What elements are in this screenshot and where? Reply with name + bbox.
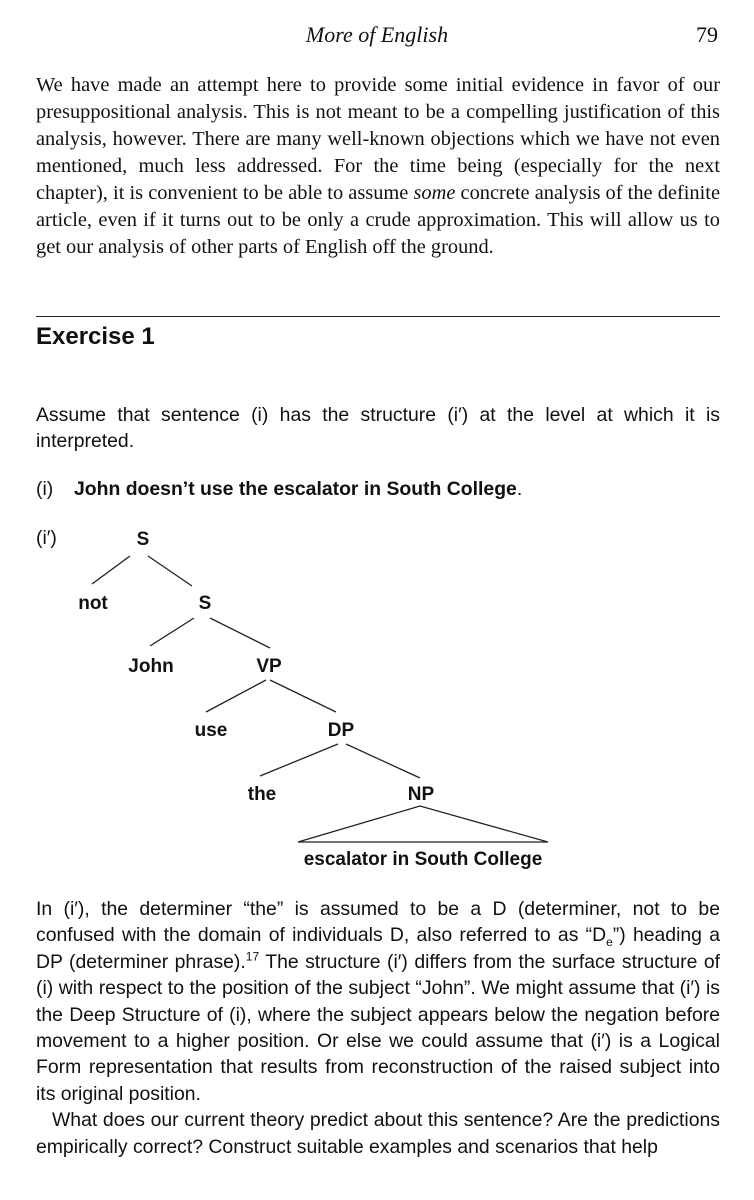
- footnote-ref: 17: [245, 949, 260, 964]
- edge-dp-np: [346, 744, 420, 778]
- node-use: use: [194, 720, 228, 741]
- edge-vp-dp: [270, 680, 336, 712]
- node-np-yield: escalator in South College: [303, 849, 543, 870]
- body-p1-text-b: ”) heading a DP (determiner phrase).: [36, 924, 720, 973]
- example-number: (i): [36, 478, 54, 500]
- edge-s-vp: [210, 618, 270, 648]
- np-triangle: [298, 806, 548, 842]
- edge-dp-the: [260, 744, 338, 776]
- exercise-title: Exercise 1: [36, 323, 155, 350]
- example-period: .: [516, 478, 523, 500]
- body-p1-text-a: In (i′), the determiner “the” is assumed to be a D (determiner, not to be confused with the domain of individuals D, also referred to as “D: [36, 898, 720, 947]
- tree-label: (i′): [36, 527, 57, 549]
- node-john: John: [128, 656, 174, 677]
- body-p1-text-c: The structure (i′) differs from the surface structure of (i) with respect to the position of the subject “John”. We might assume that (i′) is the Deep Structure of (i), where the subject appears below the negation before movement to a higher position. Or else we could assume that (i′) is a Logical Form representation that results from reconstruction of the raised subject into its original position.: [36, 950, 720, 1105]
- example-sentence: John doesn’t use the escalator in South College: [74, 478, 517, 500]
- body-text: [36, 896, 720, 1160]
- intro-text-1: We have made an attempt here to provide some initial evidence in favor of our presuppositional analysis. This is not meant to be a compelling justification of this analysis, however. There are many well-known objections which we have not even mentioned, much less addressed. For the time being (especially for the next chapter), it is convenient to be able to assume: [36, 74, 720, 204]
- node-the: the: [247, 784, 277, 805]
- node-dp: DP: [327, 720, 355, 741]
- edge-s-not: [92, 556, 130, 584]
- exercise-intro: Assume that sentence (i) has the structure (i′) at the level at which it is interpreted.: [36, 404, 720, 452]
- intro-emphasis: some: [413, 182, 456, 204]
- node-np: NP: [407, 784, 435, 805]
- d-subscript: e: [606, 935, 613, 950]
- node-s-top: S: [136, 529, 150, 550]
- node-vp: VP: [256, 656, 282, 677]
- body-paragraph-2: What does our current theory predict about this sentence? Are the predictions empirically correct? Construct suitable examples and scenarios that help: [36, 1109, 720, 1158]
- body-paragraph-1: [36, 896, 720, 1107]
- node-not: not: [78, 593, 108, 614]
- page-number: 79: [696, 22, 718, 47]
- running-head: More of English: [305, 22, 449, 47]
- intro-text-2: concrete analysis of the definite article, even if it turns out to be only a crude approximation. This will allow us to get our analysis of other parts of English off the ground.: [36, 182, 721, 258]
- edge-s-john: [150, 618, 194, 646]
- edge-s-s: [148, 556, 192, 586]
- node-s-lower: S: [198, 593, 212, 614]
- edge-vp-use: [206, 680, 266, 712]
